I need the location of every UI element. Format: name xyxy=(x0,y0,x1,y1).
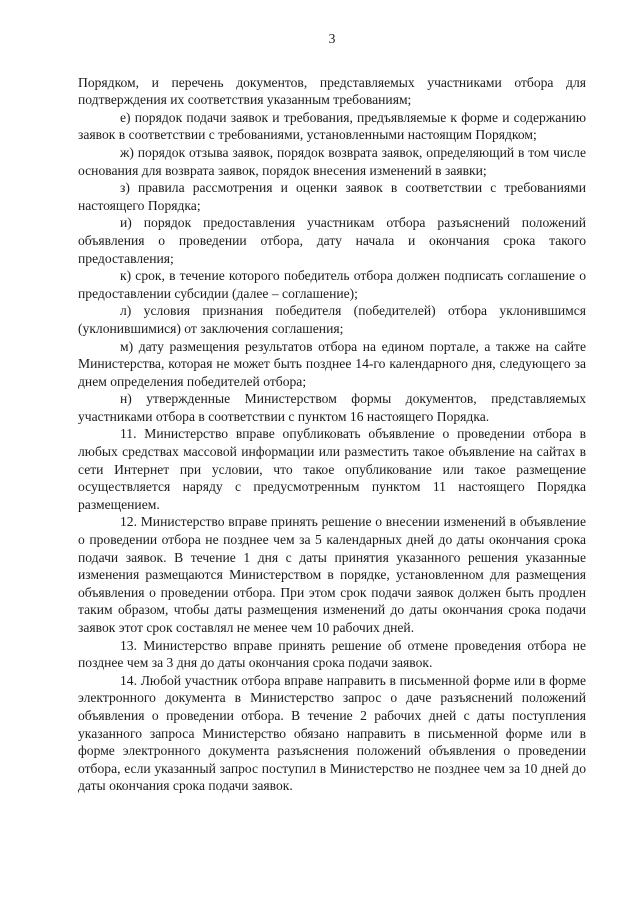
paragraph-continuation: Порядком, и перечень документов, представляемых участниками отбора для подтверждения их соответствия указанным требованиям; xyxy=(78,74,586,108)
paragraph-item-l: л) условия признания победителя (победителей) отбора уклонившимся (уклонившимися) от заключения соглашения; xyxy=(78,303,586,336)
paragraph-item-i: и) порядок предоставления участникам отбора разъяснений положений объявления о проведении отбора, дату начала и окончания срока такого предоставления; xyxy=(78,215,586,266)
document-page xyxy=(78,30,586,795)
paragraph-clause-11: 11. Министерство вправе опубликовать объявление о проведении отбора в любых средствах массовой информации или разместить такое объявление на сайтах в сети Интернет при условии, что такое опубликование или такое размещение осуществляется наряду с предусмотренным пунктом 11 настоящего Порядка размещением. xyxy=(78,426,586,512)
paragraph-item-z: з) правила рассмотрения и оценки заявок в соответствии с требованиями настоящего Порядка; xyxy=(78,180,586,213)
paragraph-item-k: к) срок, в течение которого победитель отбора должен подписать соглашение о предоставлении субсидии (далее – соглашение); xyxy=(78,268,586,301)
paragraph-item-e: е) порядок подачи заявок и требования, предъявляемые к форме и содержанию заявок в соответствии с требованиями, установленными настоящим Порядком; xyxy=(78,109,586,143)
paragraph-clause-12: 12. Министерство вправе принять решение о внесении изменений в объявление о проведении отбора не позднее чем за 5 календарных дней до даты окончания срока подачи заявок. В течение 1 дня с даты принятия указанного решения указанные изменения размещаются Министерством в порядке, установленном для размещения объявления о проведении отбора. При этом срок подачи заявок должен быть продлен таким образом, чтобы даты размещения изменений до даты окончания срока подачи заявок этот срок составлял не менее чем 10 рабочих дней. xyxy=(78,514,586,635)
paragraph-clause-14: 14. Любой участник отбора вправе направить в письменной форме или в форме электронного документа в Министерство запрос о даче разъяснений положений объявления о проведении отбора. В течение 2 рабочих дней с даты поступления указанного запроса Министерство обязано направить в письменной форме или в форме электронного документа разъяснения положений объявления о проведении отбора, если указанный запрос поступил в Министерство не позднее чем за 10 дней до даты окончания срока подачи заявок. xyxy=(78,672,586,794)
paragraph-item-zh: ж) порядок отзыва заявок, порядок возврата заявок, определяющий в том числе основания для возврата заявок, порядок внесения изменений в заявки; xyxy=(78,144,586,178)
page-number: 3 xyxy=(328,31,336,46)
paragraph-clause-13: 13. Министерство вправе принять решение об отмене проведения отбора не позднее чем за 3 дня до даты окончания срока подачи заявок. xyxy=(78,637,586,671)
paragraph-item-m: м) дату размещения результатов отбора на едином портале, а также на сайте Министерства, которая не может быть позднее 14-го календарного дня, следующего за днем определения победителей отбора; xyxy=(78,338,586,389)
paragraph-item-n: н) утвержденные Министерством формы документов, представляемых участниками отбора в соответствии с пунктом 16 настоящего Порядка. xyxy=(78,391,586,424)
